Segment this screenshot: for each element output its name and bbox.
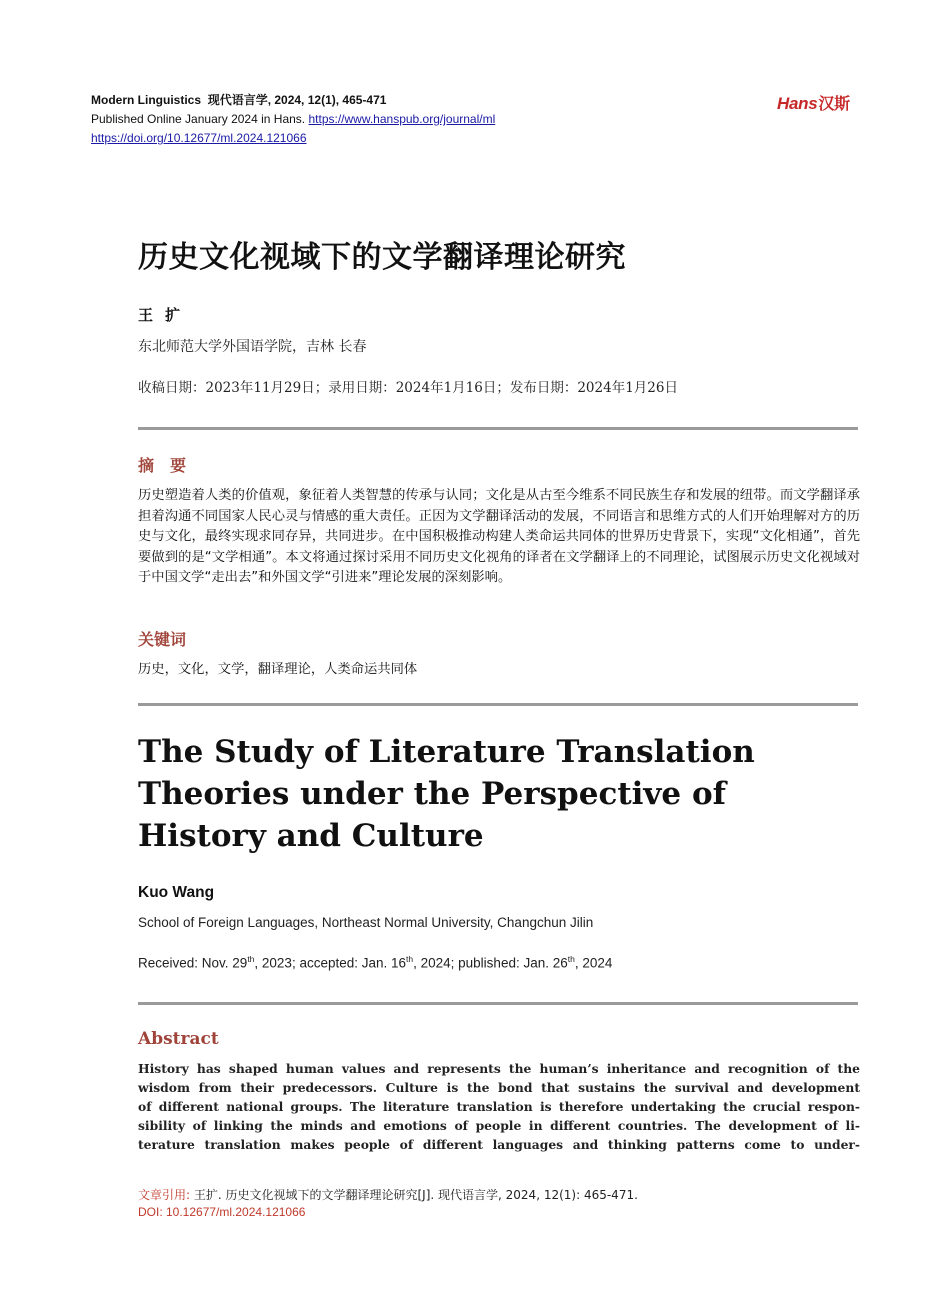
abstract-line: wisdom from their predecessors. Culture is the bond that sustains the survival and development: [138, 1080, 860, 1095]
publish-line: [91, 110, 495, 129]
citation-label: 文章引用:: [138, 1188, 191, 1202]
date-suffix: th: [406, 954, 414, 964]
cn-abstract-heading: 摘 要: [138, 456, 187, 475]
divider-middle: [138, 703, 858, 706]
cn-abstract-body: 历史塑造着人类的价值观，象征着人类智慧的传承与认同；文化是从古至今维系不同民族生存和发展的纽带。而文学翻译承担着沟通不同国家人民心灵与情感的重大责任。正因为文学翻译活动的发展，不同语言和思维方式的人们开始理解对方的历史与文化，最终实现求同存异，共同进步。在中国积极推动构建人类命运共同体的世界历史背景下，实现“文化相通”，首先要做到的是“文学相通”。本文将通过探讨采用不同历史文化视角的译者在文学翻译上的不同理论，试图展示历史文化视域对于中国文学“走出去”和外国文学“引进来”理论发展的深刻影响。: [138, 488, 860, 586]
cn-affiliation: 东北师范大学外国语学院，吉林 长春: [138, 339, 367, 355]
cn-keywords: 历史，文化，文学，翻译理论，人类命运共同体: [138, 662, 418, 677]
published-year: , 2024: [574, 955, 613, 971]
journal-line: [91, 91, 386, 110]
abstract-line: History has shaped human values and represents the human’s inheritance and recognition of the: [138, 1061, 860, 1076]
divider-bottom: [138, 1002, 858, 1005]
journal-name-en: Modern Linguistics: [91, 93, 202, 107]
received-date: Received: Nov. 29: [138, 955, 248, 971]
citation-doi: DOI: 10.12677/ml.2024.121066: [138, 1205, 306, 1219]
journal-issue-cn: 现代语言学, 2024, 12(1), 465-471: [207, 93, 387, 107]
citation-text: 王扩. 历史文化视域下的文学翻译理论研究[J]. 现代语言学, 2024, 12(1): 465-471.: [190, 1188, 638, 1202]
accepted-date: , 2023; accepted: Jan. 16: [254, 955, 407, 971]
en-author: Kuo Wang: [138, 884, 215, 901]
en-dates: [138, 954, 612, 971]
citation: [138, 1186, 638, 1205]
abstract-line: sibility of linking the minds and emotions of people in different countries. The development of li-: [138, 1118, 860, 1133]
cn-title: 历史文化视域下的文学翻译理论研究: [138, 240, 626, 275]
cn-dates: 收稿日期：2023年11月29日；录用日期：2024年1月16日；发布日期：2024年1月26日: [138, 380, 678, 396]
en-affiliation: School of Foreign Languages, Northeast Normal University, Changchun Jilin: [138, 915, 594, 930]
published-date: , 2024; published: Jan. 26: [413, 955, 568, 971]
abstract-line: terature translation makes people of different languages and thinking patterns come to under-: [138, 1137, 860, 1152]
en-abstract-body: [138, 1059, 860, 1154]
date-suffix: th: [567, 954, 575, 964]
divider-top: [138, 427, 858, 430]
doi-line: [91, 129, 307, 148]
en-title-line: History and Culture: [138, 818, 484, 854]
en-title-line: The Study of Literature Translation: [138, 734, 755, 770]
doi-url-link[interactable]: https://doi.org/10.12677/ml.2024.121066: [91, 131, 307, 145]
publish-text: Published Online January 2024 in Hans.: [91, 112, 306, 126]
abstract-line: of different national groups. The literature translation is therefore undertaking the crucial respon-: [138, 1099, 860, 1114]
journal-url-link[interactable]: https://www.hanspub.org/journal/ml: [308, 112, 496, 126]
hans-logo: [777, 91, 850, 114]
cn-keywords-heading: 关键词: [138, 630, 187, 649]
date-suffix: th: [247, 954, 255, 964]
logo-cn: 汉斯: [818, 96, 850, 113]
en-title: [138, 731, 858, 857]
logo-latin: Hans: [777, 94, 818, 113]
cn-author: 王扩: [138, 306, 193, 324]
en-title-line: Theories under the Perspective of: [138, 776, 726, 812]
en-abstract-heading: Abstract: [138, 1029, 219, 1049]
